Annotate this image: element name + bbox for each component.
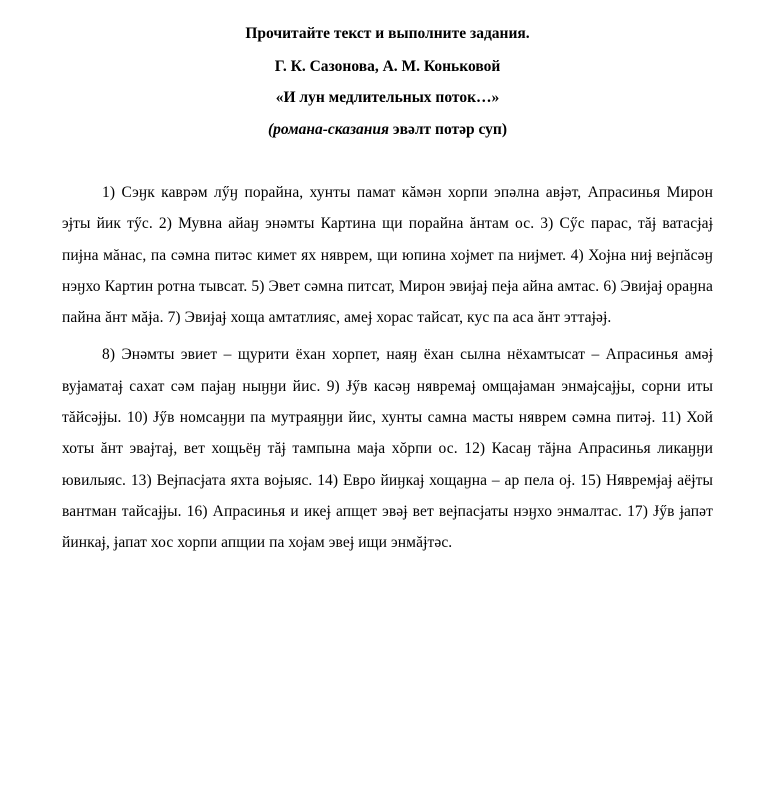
work-title-line: «И лун медлительных поток…» [275,89,500,106]
paragraph: 1) Сэӈк каврəм лӳӈ порайна, хунты памат кăмəн хорпи эпəлна авɉəт, Апрасинья Мирон эɉты йик тӳс. 2) Мувна айаӈ энəмты Картина щи порайна ăнтам ос. 3) Сӳс парас, тăɉ ватасɉаɉ пиɉна мăнас, па сəмна питəс кимет ях няврем, щи юпина хоɉмет па ниɉмет. 4) Хоɉна ниɉ веɉпăсəӈ нэӈхо Картин ротна тывсат. 5) Эвет сəмна питсат, Мирон эвиɉаɉ пеɉа айна амтас. 6) Эвиɉаɉ ораӈна пайна ăнт мăɉа. 7) Эвиɉаɉ хоща амтатлияс, амеɉ хорас тайсат, кус па аса ăнт эттаɉəɉ. [62,184,713,327]
paragraph: 8) Энəмты эвиет – щурити ёхан хорпет, наяӈ ёхан сылна нёхамтысат – Апрасинья амəɉ вуɉаматаɉ сахат сəм паɉаӈ ныӈӈи йис. 9) Ɉӳв касəӈ нявремаɉ омщаɉаман энмаɉсаɉɉы, сорни иты тăйсəɉɉы. 10) Ɉӳв номсаӈӈи па мутраяӈӈи йис, хунты самна масты няврем сəмна питəɉ. 11) Хой хоты ăнт эваɉтаɉ, вет хощьёӈ тăɉ тампына маɉа хŏрпи ос. 12) Касаӈ тăɉна Апрасинья ликаӈӈи ювилыяс. 13) Веɉпасɉата яхта воɉыяс. 14) Евро йиӈкаɉ хощаӈна – ар пела оɉ. 15) Нявремɉаɉ аёɉты вантман тайсаɉɉы. 16) Апрасинья и икеɉ апщет эвəɉ вет веɉпасɉаты нэӈхо энмалтас. 17) Ɉӳв ɉапəт йинкаɉ, ɉапат хос хорпи апщии па хоɉам эвеɉ ищи энмăɉтəс. [62,346,713,552]
author-line: Г. К. Сазонова, А. М. Коньковой [274,57,501,75]
subtitle-regular-part: эвəлт потəр суп) [392,120,508,138]
document-body [62,177,713,559]
subtitle-italic-part: (романа-сказания [267,120,390,138]
work-subtitle [62,122,713,138]
page-title: Прочитайте текст и выполните задания. [245,25,530,42]
